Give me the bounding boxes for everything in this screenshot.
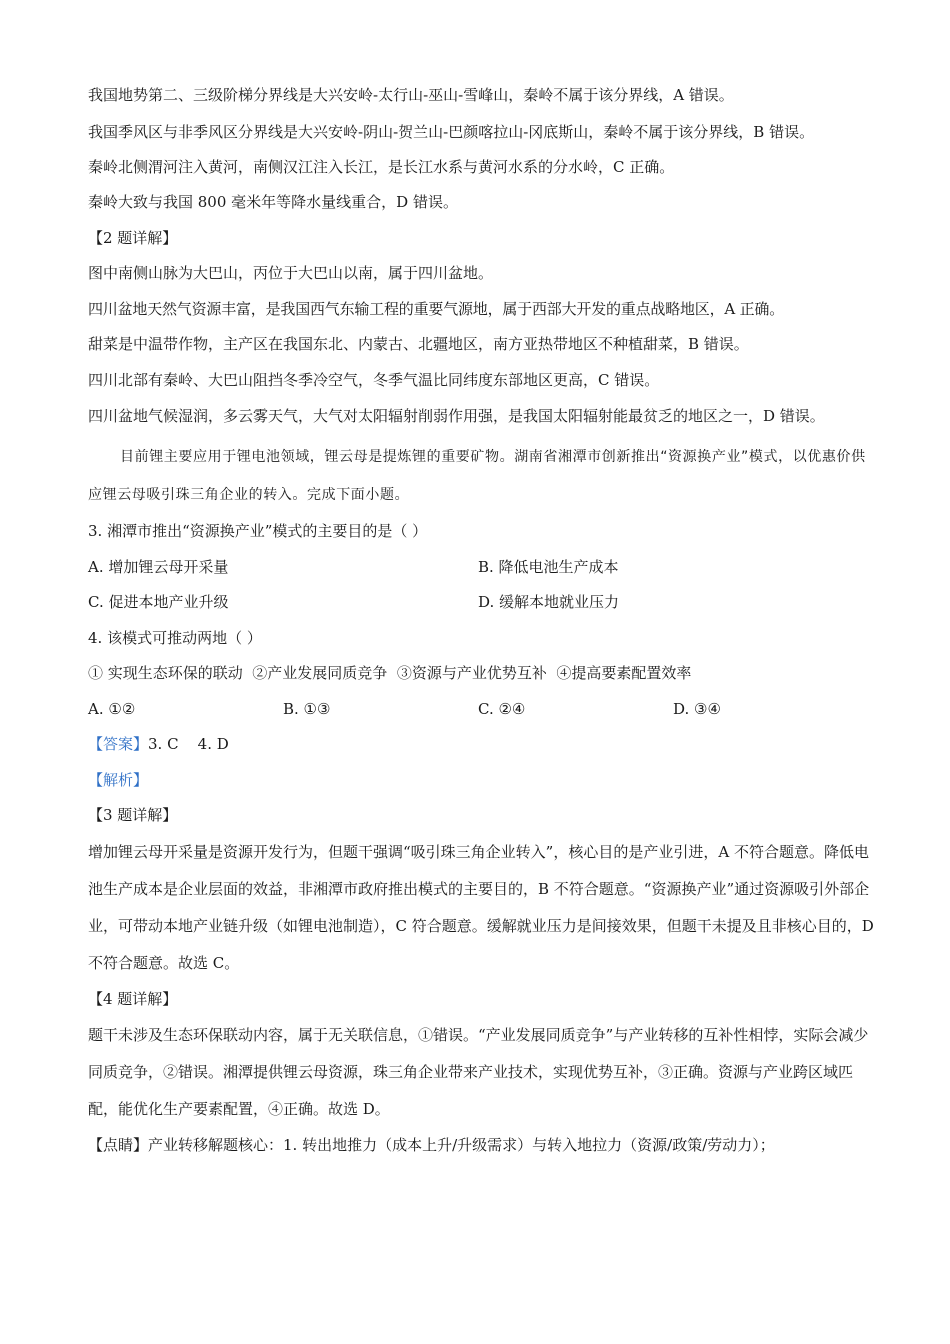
explanation-line: 秦岭北侧渭河注入黄河，南侧汉江注入长江，是长江水系与黄河水系的分水岭，C 正确。: [88, 157, 675, 176]
q3-option-a: A. 增加锂云母开采量: [88, 557, 229, 576]
q3-option-d: D. 缓解本地就业压力: [478, 593, 620, 611]
material-passage: 目前锂主要应用于锂电池领域，锂云母是提炼锂的重要矿物。湖南省湘潭市创新推出“资源换产业”模式，以优惠价供应锂云母吸引珠三角企业的转入。完成下面小题。: [88, 449, 866, 503]
q3-options-row-2: [88, 585, 878, 621]
analysis-label: 【解析】: [88, 770, 149, 789]
explanation-line: 我国地势第二、三级阶梯分界线是大兴安岭-太行山-巫山-雪峰山，秦岭不属于该分界线，A 错误。: [88, 86, 734, 104]
q2-detail-heading: 【2 题详解】: [88, 228, 178, 247]
q2-line: 甜菜是中温带作物，主产区在我国东北、内蒙古、北疆地区，南方亚热带地区不种植甜菜，B 错误。: [88, 335, 749, 353]
q4-option-d: D. ③④: [673, 699, 721, 718]
explanation-line: 我国季风区与非季风区分界线是大兴安岭-阴山-贺兰山-巴颜喀拉山-冈底斯山，秦岭不属于该分界线，B 错误。: [88, 122, 815, 141]
q2-line: 四川北部有秦岭、大巴山阻挡冬季冷空气，冬季气温比同纬度东部地区更高，C 错误。: [88, 370, 660, 389]
q4-option-a: A. ①②: [88, 699, 136, 718]
tip-text: 产业转移解题核心：1. 转出地推力（成本上升/升级需求）与转入地拉力（资源/政策/劳动力）；: [148, 1136, 775, 1154]
q3-detail-text: 增加锂云母开采量是资源开发行为，但题干强调“吸引珠三角企业转入”，核心目的是产业引进，A 不符合题意。降低电池生产成本是企业层面的效益，非湘潭市政府推出模式的主要目的，B 不符合题意。“资源换产业”通过资源吸引外部企业，可带动本地产业链升级（如锂电池制造），C 符合题意。缓解就业压力是间接效果，但题干未提及且非核心目的，D 不符合题意。故选 C。: [88, 842, 874, 972]
q3-option-c: C. 促进本地产业升级: [88, 593, 229, 611]
answer-text: 3. C 4. D: [148, 735, 229, 753]
tip-label: 【点睛】: [88, 1136, 149, 1154]
q3-option-b: B. 降低电池生产成本: [478, 557, 619, 576]
q4-option-c: C. ②④: [478, 699, 526, 718]
q2-line: 四川盆地气候湿润，多云雾天气，大气对太阳辐射削弱作用强，是我国太阳辐射能最贫乏的地区之一，D 错误。: [88, 407, 825, 425]
q3-options-row-1: [88, 550, 878, 586]
q4-detail-text: 题干未涉及生态环保联动内容，属于无关联信息，①错误。“产业发展同质竞争”与产业转移的互补性相悖，实际会减少同质竞争，②错误。湘潭提供锂云母资源，珠三角企业带来产业技术，实现优势互补，③正确。资源与产业跨区域匹配，能优化生产要素配置，④正确。故选 D。: [88, 1026, 869, 1118]
explanation-line: 秦岭大致与我国 800 毫米年等降水量线重合，D 错误。: [88, 193, 458, 211]
answer-line: [88, 727, 878, 763]
q4-options-row: [88, 692, 878, 728]
q4-option-b: B. ①③: [283, 699, 331, 718]
q4-detail-heading: 【4 题详解】: [88, 989, 178, 1008]
q3-stem: 3. 湘潭市推出“资源换产业”模式的主要目的是（ ）: [88, 522, 428, 540]
q2-line: 四川盆地天然气资源丰富，是我国西气东输工程的重要气源地，属于西部大开发的重点战略地区，A 正确。: [88, 299, 785, 318]
tip-line: [88, 1128, 878, 1164]
q4-stem: 4. 该模式可推动两地（ ）: [88, 628, 262, 647]
document-page: [88, 78, 878, 1164]
answer-label: 【答案】: [88, 735, 149, 753]
q3-detail-heading: 【3 题详解】: [88, 806, 178, 824]
q2-line: 图中南侧山脉为大巴山，丙位于大巴山以南，属于四川盆地。: [88, 264, 494, 282]
q4-items: ① 实现生态环保的联动 ②产业发展同质竞争 ③资源与产业优势互补 ④提高要素配置效率: [88, 664, 692, 682]
